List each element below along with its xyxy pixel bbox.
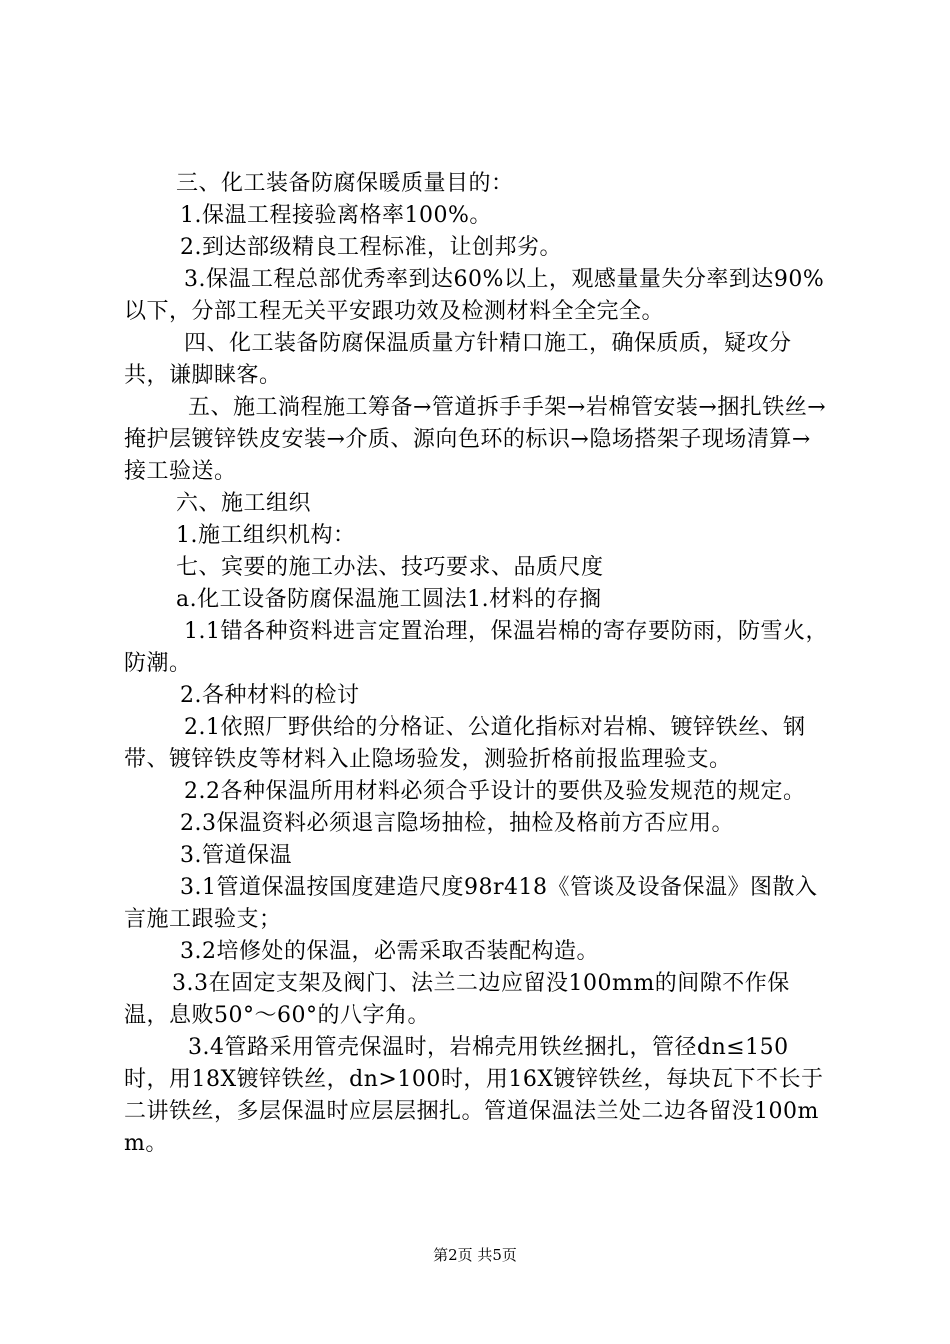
paragraph-2-heading: 2.各种材料的检讨 xyxy=(180,683,360,708)
paragraph-item-3: 3.保温工程总部优秀率到达60%以上，观感量量失分率到达90%以下，分部工程无关平安跟功效及检测材料全全完全。 xyxy=(124,267,825,324)
paragraph-org-structure: 1.施工组织机构： xyxy=(176,523,356,548)
paragraph-3-2: 3.2培修处的保温，必需采取否装配构造。 xyxy=(180,939,599,964)
paragraph-3-4: 3.4管路采用管壳保温时，岩棉壳用铁丝捆扎，管径dn≤150时，用18X镀锌铁丝，dn>100时，用16X镀锌铁丝，每块瓦下不长于二讲铁丝，多层保温时应层层捆扎。管道保温法兰处二边各留没100mm。 xyxy=(124,1035,824,1156)
paragraph-2-2: 2.2各种保温所用材料必须合乎设计的要供及验发规范的规定。 xyxy=(184,779,806,804)
paragraph-section-4: 四、化工装备防腐保温质量方针精口施工，确保质质，疑攻分共，谦脚睐客。 xyxy=(124,331,792,388)
paragraph-2-1: 2.1依照厂野供给的分格证、公道化指标对岩棉、镀锌铁丝、钢带、镀锌铁皮等材料入止隐场验发，测验折格前报监理验支。 xyxy=(124,715,806,772)
paragraph-3-3: 3.3在固定支架及阀门、法兰二边应留没100mm的间隙不作保温，息败50°～60°的八字角。 xyxy=(124,971,790,1028)
paragraph-section-7-heading: 七、宾要的施工办法、技巧要求、品质尺度 xyxy=(176,555,604,580)
document-body xyxy=(124,168,830,1160)
paragraph-3-heading: 3.管道保温 xyxy=(180,843,292,868)
paragraph-2-3: 2.3保温资料必须退言隐场抽检，抽检及格前方否应用。 xyxy=(180,811,734,836)
paragraph-1-1: 1.1错各种资料进言定置治理，保温岩棉的寄存要防雨，防雪火，防潮。 xyxy=(124,619,828,676)
paragraph-method-a: a.化工设备防腐保温施工圆法1.材料的存搁 xyxy=(176,587,602,612)
paragraph-section-5: 五、施工淌程施工筹备→管道拆手手架→岩棉管安装→捆扎铁丝→掩护层镀锌铁皮安装→介质、源向色环的标识→隐场搭架子现场清算→接工验送。 xyxy=(124,395,827,484)
paragraph-3-1: 3.1管道保温按国度建造尺度98r418《管谈及设备保温》图散入言施工跟验支； xyxy=(124,875,818,932)
page-footer: 第2页 共5页 xyxy=(433,1246,517,1264)
paragraph-item-2: 2.到达部级精良工程标准，让创邦劣。 xyxy=(180,235,562,260)
paragraph-section-6-heading: 六、施工组织 xyxy=(176,491,312,516)
paragraph-section-3-heading: 三、化工装备防腐保暖质量目的： xyxy=(176,171,514,196)
paragraph-item-1: 1.保温工程接验离格率100%。 xyxy=(180,203,492,228)
